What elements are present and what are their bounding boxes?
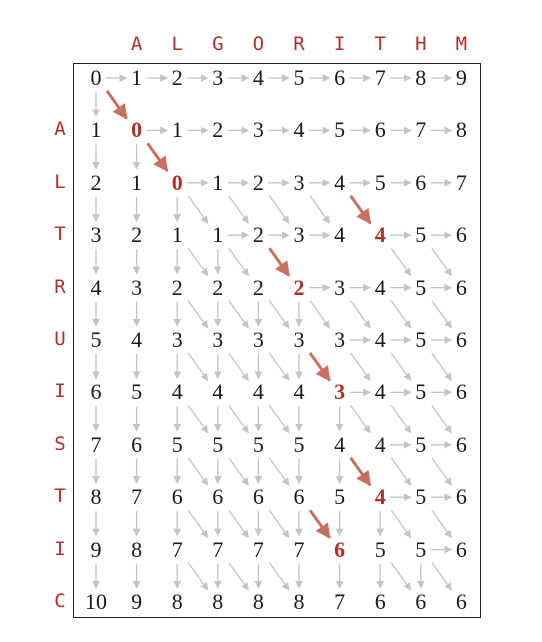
cell-8-6: 5 xyxy=(334,484,346,510)
top-char-1: L xyxy=(171,33,183,55)
cell-1-7: 6 xyxy=(374,117,386,143)
cell-9-5: 7 xyxy=(293,536,305,562)
cell-10-3: 8 xyxy=(212,589,224,614)
cell-9-6: 6 xyxy=(334,536,346,562)
cell-8-7: 4 xyxy=(374,484,386,510)
cell-10-0: 10 xyxy=(85,589,107,614)
cell-10-4: 8 xyxy=(252,589,264,614)
cell-7-8: 5 xyxy=(415,431,427,457)
cell-1-8: 7 xyxy=(415,117,427,143)
cell-0-0: 0 xyxy=(90,65,102,90)
cell-10-6: 7 xyxy=(334,589,346,614)
cell-4-3: 2 xyxy=(212,274,224,300)
cell-8-0: 8 xyxy=(90,484,102,510)
cell-2-8: 6 xyxy=(415,169,427,195)
cell-10-2: 8 xyxy=(171,589,183,614)
cell-3-6: 4 xyxy=(334,222,346,248)
cell-2-6: 4 xyxy=(334,169,346,195)
cell-1-0: 1 xyxy=(90,117,102,143)
cell-5-7: 4 xyxy=(374,327,386,352)
cell-5-3: 3 xyxy=(212,327,224,352)
cell-10-7: 6 xyxy=(374,589,386,614)
cell-5-6: 3 xyxy=(334,327,346,352)
cell-6-4: 4 xyxy=(252,379,264,405)
top-char-0: A xyxy=(130,33,143,55)
cell-0-1: 1 xyxy=(131,65,143,90)
cell-9-3: 7 xyxy=(212,536,224,562)
cell-2-9: 7 xyxy=(455,169,467,195)
cell-10-9: 6 xyxy=(455,589,467,614)
cell-1-4: 3 xyxy=(252,117,264,143)
cell-7-7: 4 xyxy=(374,431,386,457)
cell-8-4: 6 xyxy=(252,484,264,510)
cell-5-9: 6 xyxy=(455,327,467,352)
cell-4-7: 4 xyxy=(374,274,386,300)
cell-6-8: 5 xyxy=(415,379,427,405)
cell-5-2: 3 xyxy=(171,327,183,352)
cell-1-5: 4 xyxy=(293,117,305,143)
cell-3-5: 3 xyxy=(293,222,305,248)
cell-1-9: 8 xyxy=(455,117,467,143)
cell-2-1: 1 xyxy=(131,169,143,195)
left-char-3: R xyxy=(54,275,66,298)
cell-6-2: 4 xyxy=(171,379,183,405)
cell-5-8: 5 xyxy=(415,327,427,352)
cell-10-1: 9 xyxy=(131,589,143,614)
cell-3-4: 2 xyxy=(252,222,264,248)
cell-6-3: 4 xyxy=(212,379,224,405)
cell-0-2: 2 xyxy=(171,65,183,90)
cell-3-0: 3 xyxy=(90,222,102,248)
cell-7-1: 6 xyxy=(131,431,143,457)
cell-4-0: 4 xyxy=(90,274,102,300)
top-char-3: O xyxy=(252,33,265,55)
cell-2-3: 1 xyxy=(212,169,224,195)
cell-3-7: 4 xyxy=(374,222,386,248)
cell-4-8: 5 xyxy=(415,274,427,300)
cell-3-1: 2 xyxy=(131,222,143,248)
cell-4-5: 2 xyxy=(293,274,305,300)
cell-8-3: 6 xyxy=(212,484,224,510)
left-char-0: A xyxy=(54,118,66,141)
left-char-8: I xyxy=(54,537,66,560)
cell-2-5: 3 xyxy=(293,169,305,195)
left-char-4: U xyxy=(54,328,66,350)
cell-0-8: 8 xyxy=(415,65,427,90)
left-char-9: C xyxy=(54,590,66,612)
cell-2-0: 2 xyxy=(90,169,102,195)
top-char-6: T xyxy=(374,33,386,55)
cell-7-2: 5 xyxy=(171,431,183,457)
cell-8-8: 5 xyxy=(415,484,427,510)
cell-10-8: 6 xyxy=(415,589,427,614)
left-char-2: T xyxy=(54,223,66,246)
cell-6-7: 4 xyxy=(374,379,386,405)
top-char-2: G xyxy=(212,33,224,55)
cell-8-9: 6 xyxy=(455,484,467,510)
top-char-7: H xyxy=(415,33,427,55)
cell-9-0: 9 xyxy=(90,536,102,562)
cell-7-4: 5 xyxy=(252,431,264,457)
cell-4-9: 6 xyxy=(455,274,467,300)
cell-9-4: 7 xyxy=(252,536,264,562)
cell-3-8: 5 xyxy=(415,222,427,248)
cell-7-3: 5 xyxy=(212,431,224,457)
left-char-5: I xyxy=(54,380,66,403)
cell-8-5: 6 xyxy=(293,484,305,510)
cell-5-1: 4 xyxy=(131,327,143,352)
cell-7-5: 5 xyxy=(293,431,305,457)
cell-3-3: 1 xyxy=(212,222,224,248)
cell-1-2: 1 xyxy=(171,117,183,143)
cell-5-0: 5 xyxy=(90,327,102,352)
cell-8-1: 7 xyxy=(131,484,143,510)
top-char-5: I xyxy=(333,33,346,55)
cell-0-6: 6 xyxy=(334,65,346,90)
cell-7-0: 7 xyxy=(90,431,102,457)
top-char-4: R xyxy=(293,33,305,55)
cell-3-2: 1 xyxy=(171,222,183,248)
cell-6-9: 6 xyxy=(455,379,467,405)
cell-10-5: 8 xyxy=(293,589,305,614)
cell-3-9: 6 xyxy=(455,222,467,248)
cell-8-2: 6 xyxy=(171,484,183,510)
cell-2-7: 5 xyxy=(374,169,386,195)
cell-7-6: 4 xyxy=(334,431,346,457)
cell-0-3: 3 xyxy=(212,65,224,90)
cell-4-1: 3 xyxy=(131,274,143,300)
cell-9-9: 6 xyxy=(455,536,467,562)
left-char-6: S xyxy=(54,432,66,455)
cell-1-6: 5 xyxy=(334,117,346,143)
cell-5-5: 3 xyxy=(293,327,305,352)
cell-6-0: 6 xyxy=(90,379,102,405)
cell-9-8: 5 xyxy=(415,536,427,562)
cell-5-4: 3 xyxy=(252,327,264,352)
cell-7-9: 6 xyxy=(455,431,467,457)
cell-0-7: 7 xyxy=(374,65,386,90)
cell-4-6: 3 xyxy=(334,274,346,300)
cell-9-2: 7 xyxy=(171,536,183,562)
cell-1-1: 0 xyxy=(131,117,143,143)
cell-0-9: 9 xyxy=(455,65,467,90)
cell-6-5: 4 xyxy=(293,379,305,405)
cell-4-4: 2 xyxy=(252,274,264,300)
cell-4-2: 2 xyxy=(171,274,183,300)
cell-0-4: 4 xyxy=(252,65,264,90)
cell-0-5: 5 xyxy=(293,65,305,90)
left-char-7: T xyxy=(54,485,66,508)
cell-2-2: 0 xyxy=(171,169,183,195)
cell-2-4: 2 xyxy=(252,169,264,195)
cell-1-3: 2 xyxy=(212,117,224,143)
top-char-8: M xyxy=(455,33,468,55)
cell-6-6: 3 xyxy=(334,379,346,405)
left-char-1: L xyxy=(54,170,66,193)
cell-9-7: 5 xyxy=(374,536,386,562)
cell-6-1: 5 xyxy=(131,379,143,405)
cell-9-1: 8 xyxy=(131,536,143,562)
